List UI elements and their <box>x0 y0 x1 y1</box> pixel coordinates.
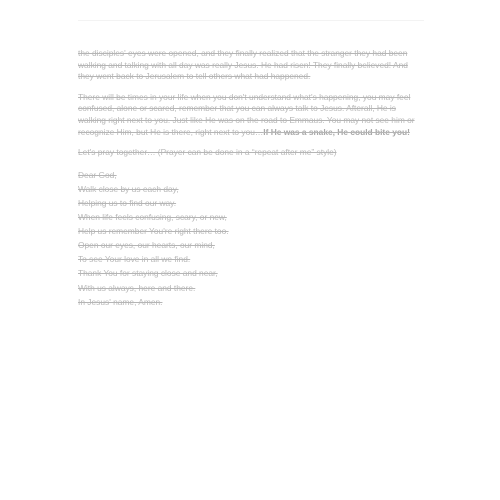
prayer-block <box>78 168 424 309</box>
header-rule <box>78 20 424 21</box>
prayer-line: When life feels confusing, scary, or new, <box>78 212 227 223</box>
paragraph-pray-together: Let's pray together… (Prayer can be done in a “repeat after me” style) <box>78 147 337 158</box>
prayer-line: Help us remember You're right there too. <box>78 226 229 237</box>
prayer-line: Open our eyes, our hearts, our mind, <box>78 240 215 251</box>
prayer-line: To see Your love in all we find. <box>78 254 191 265</box>
prayer-line: Walk close by us each day, <box>78 183 179 194</box>
prayer-line: With us always, here and there. <box>78 282 196 293</box>
paragraph-emphasis-text: If He was a snake, He could bite you! <box>263 126 410 137</box>
prayer-line: Thank You for staying close and near, <box>78 268 218 279</box>
paragraph-disciples: the disciples' eyes were opened, and they finally realized that the stranger they had been walking and talking with all day was really Jesus. He had risen! They finally believed! And they went back to Jerusalem to tell others what had happened. <box>78 48 408 82</box>
document-body <box>78 48 424 309</box>
prayer-line: Dear God, <box>78 169 117 180</box>
paragraph-times-in-life-text: There will be times in your life when you don't understand what's happening, you may feel confused, alone or scared, remember that you can always talk to Jesus. Afterall, He is walking right next to you. Just like He was on the road to Emmaus. You may not see him or recognize Him, but He is there, right next to you… <box>78 91 415 137</box>
prayer-line: Helping us to find our way. <box>78 197 177 208</box>
paragraph-times-in-life <box>78 92 424 138</box>
prayer-line: In Jesus' name, Amen. <box>78 296 163 307</box>
